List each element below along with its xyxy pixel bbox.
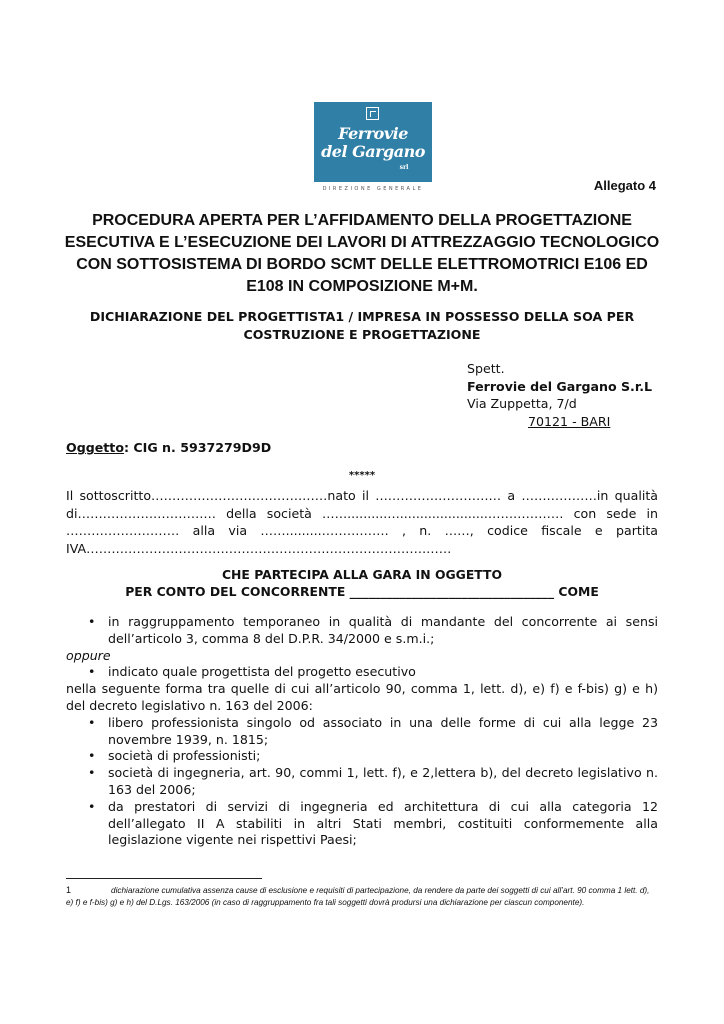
footnote-text: dichiarazione cumulativa assenza cause di esclusione e requisiti di partecipazione, da rendere da parte dei soggetti di cui all’art. 90 comma 1 lett. d), e) f) e f-bis) g) e h) del D.Lgs. 163/2006 (in caso di raggruppamento fra tali soggetti dovrà prodursi una dichiarazione per ciascun componente). [66, 886, 650, 907]
separator: ***** [348, 470, 376, 481]
declaration-paragraph [66, 487, 658, 557]
document-title: PROCEDURA APERTA PER L’AFFIDAMENTO DELLA PROGETTAZIONE ESECUTIVA E L’ESECUZIONE DEI LAVORI DI ATTREZZAGGIO TECNOLOGICO CON SOTTOSISTEMA DI BORDO SCMT DELLE ELETTROMOTRICI E106 ED E108 IN COMPOSIZIONE M+M. [64, 212, 660, 295]
address-city: 70121 - BARI [528, 413, 611, 429]
list-item: • società di ingegneria, art. 90, commi 1, lett. f), e 2,lettera b), del decreto legislativo n. 163 del 2006; [66, 765, 658, 799]
logo-division: DIREZIONE GENERALE [322, 186, 424, 192]
declaration-line: Il sottoscritto……………………………………nato il ………………………… a ………………in qualità [66, 488, 658, 503]
list-item: • indicato quale progettista del progetto esecutivo [66, 664, 658, 681]
document-subtitle: DICHIARAZIONE DEL PROGETTISTA1 / IMPRESA IN POSSESSO DELLA SOA PER COSTRUZIONE E PROGETTAZIONE [89, 309, 635, 342]
declaration-line: IVA…………………………………………………………………………… [66, 540, 452, 556]
company-logo [314, 102, 432, 194]
logo-mark-icon [366, 107, 379, 120]
form-intro: nella seguente forma tra quelle di cui all’articolo 90, comma 1, lett. d), e) f) e f-bis) g) e h) del decreto legislativo n. 163 del 2006: [66, 681, 658, 713]
address-salutation: Spett. [467, 361, 505, 376]
participation-heading: CHE PARTECIPA ALLA GARA IN OGGETTO [221, 567, 503, 582]
declaration-line: ……………………… alla via …….........……………. , n. ……, codice fiscale e partita [66, 523, 658, 538]
subject-line [66, 440, 271, 455]
oppure-label: oppure [66, 647, 111, 663]
subject-label: Oggetto [66, 440, 124, 455]
subject-value: : CIG n. 5937279D9D [123, 440, 272, 455]
address-company: Ferrovie del Gargano S.r.L [467, 378, 653, 394]
logo-line1: Ferrovie [338, 124, 408, 143]
logo-line2: del Gargano [321, 142, 425, 161]
footnote-divider [66, 878, 262, 879]
document-body [66, 614, 658, 849]
footnote-number: 1 [66, 885, 72, 895]
list-item: • società di professionisti; [66, 748, 658, 765]
recipient-address [467, 360, 652, 430]
address-street: Via Zuppetta, 7/d [467, 396, 577, 411]
declaration-line: di…………………………… della società ……..........…......................……………… con sede in [66, 505, 658, 521]
list-item: • in raggruppamento temporaneo in qualità di mandante del concorrente ai sensi dell’articolo 3, comma 8 del D.P.R. 34/2000 e s.m.i.; [66, 614, 658, 648]
logo-suffix: srl [399, 164, 409, 171]
list-item: • da prestatori di servizi di ingegneria ed architettura di cui alla categoria 12 dell’allegato II A stabiliti in altri Stati membri, costituiti conformemente alla legislazione vigente nei rispettivi Paesi; [66, 799, 658, 849]
footnote [66, 885, 658, 908]
participation-competitor: PER CONTO DEL CONCORRENTE _________________________________ COME [125, 584, 599, 599]
list-item: • libero professionista singolo od associato in una delle forme di cui alla legge 23 novembre 1939, n. 1815; [66, 715, 658, 749]
attachment-label: Allegato 4 [593, 178, 656, 193]
